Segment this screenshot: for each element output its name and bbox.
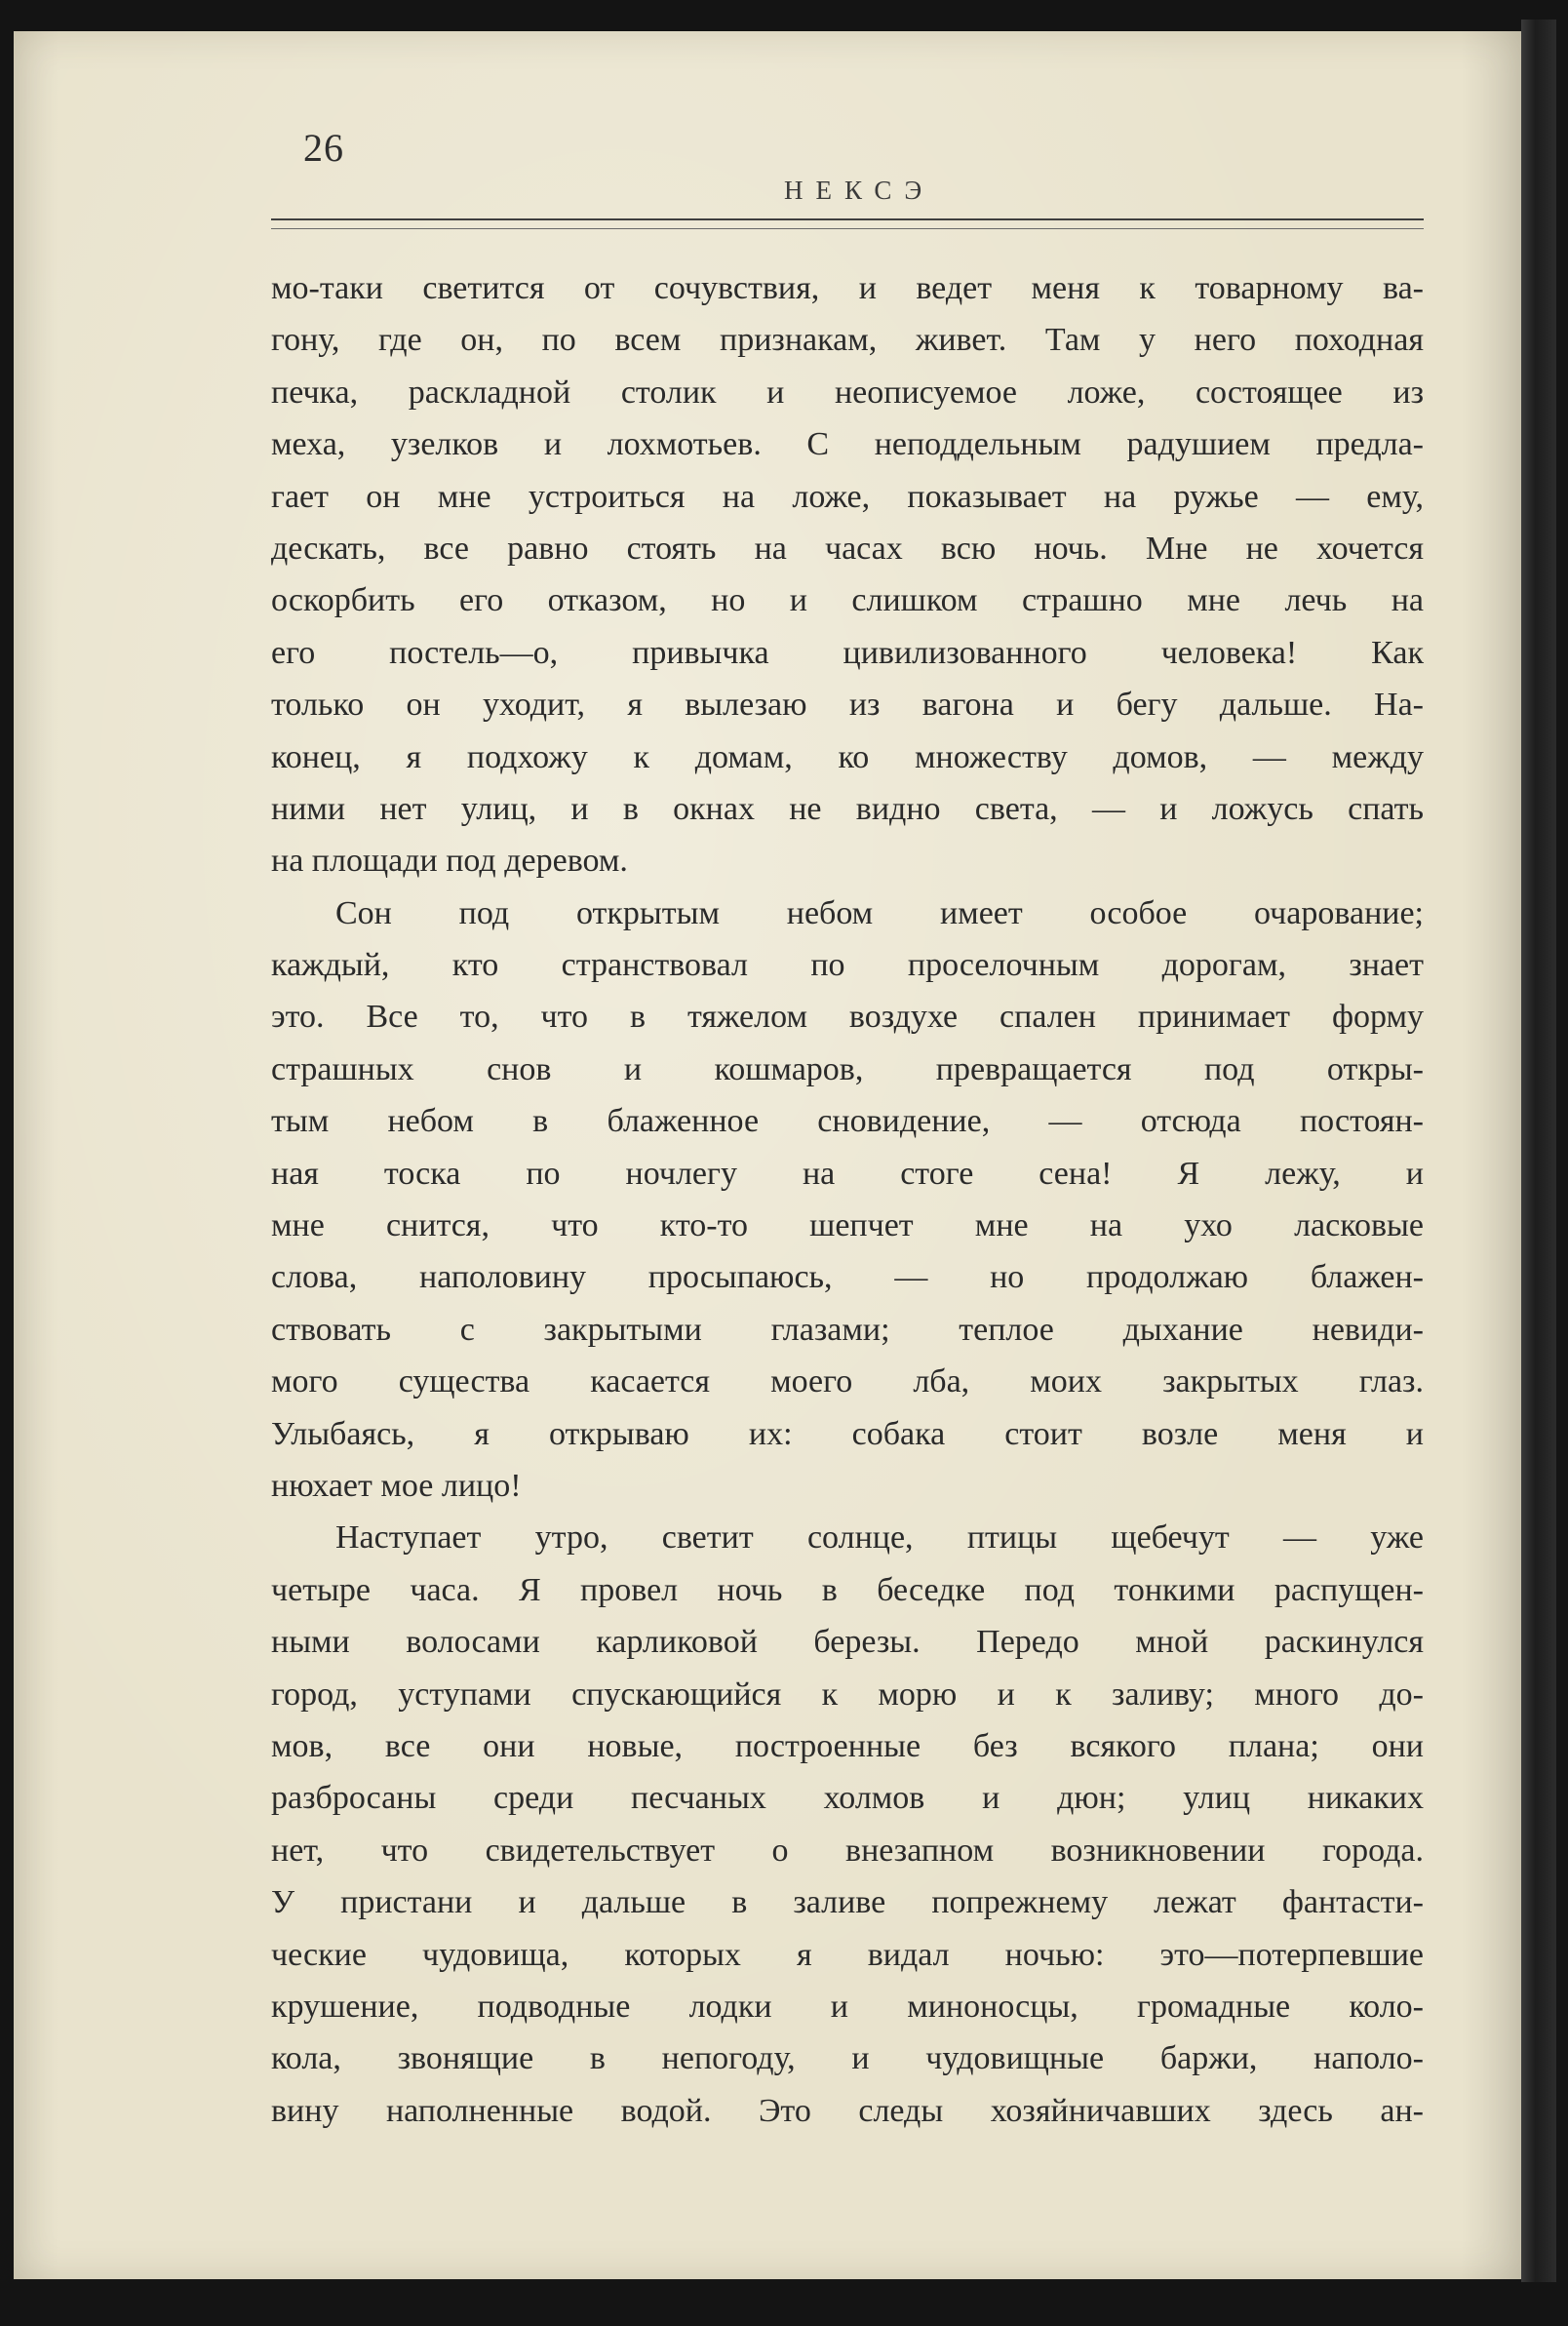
paragraph-start-line: Наступает утро, светит солнце, птицы щебечут — уже: [335, 1519, 1424, 1557]
text-line: четыре часа. Я провел ночь в беседке под тонкими распущен-: [271, 1571, 1424, 1608]
text-line: нюхает мое лицо!: [271, 1467, 522, 1504]
text-line: слова, наполовину просыпаюсь, — но продолжаю блажен-: [271, 1259, 1424, 1296]
text-line: ними нет улиц, и в окнах не видно света, — и ложусь спать: [271, 790, 1424, 827]
text-line: ная тоска по ночлегу на стоге сена! Я лежу, и: [271, 1155, 1424, 1192]
body-text: [271, 262, 1424, 2137]
text-line: его постель—о, привычка цивилизованного человека! Как: [271, 634, 1424, 671]
text-line: разбросаны среди песчаных холмов и дюн; улиц никаких: [271, 1780, 1424, 1817]
running-head: [14, 31, 1521, 226]
text-line: гону, где он, по всем признакам, живет. Там у него походная: [271, 322, 1424, 359]
text-line: меха, узелков и лохмотьев. С неподдельным радушием предла-: [271, 426, 1424, 463]
paragraph-start-line: Сон под открытым небом имеет особое очарование;: [335, 894, 1424, 931]
text-line: мо-таки светится от сочувствия, и ведет меня к товарному ва-: [271, 270, 1424, 306]
header-rule-thin: [271, 228, 1424, 229]
text-line: оскорбить его отказом, но и слишком страшно мне лечь на: [271, 582, 1424, 619]
text-line: ными волосами карликовой березы. Передо мной раскинулся: [271, 1624, 1424, 1661]
text-line: вину наполненные водой. Это следы хозяйничавших здесь ан-: [271, 2092, 1424, 2129]
text-line: мов, все они новые, построенные без всякого плана; они: [271, 1727, 1424, 1764]
text-line: нет, что свидетельствует о внезапном возникновении города.: [271, 1832, 1424, 1869]
text-line: ствовать с закрытыми глазами; теплое дыхание невиди-: [271, 1311, 1424, 1348]
header-rule: [271, 218, 1424, 220]
running-head-author: НЕКСЭ: [784, 176, 935, 205]
text-line: тым небом в блаженное сновидение, — отсюда постоян-: [271, 1103, 1424, 1140]
text-line: крушение, подводные лодки и миноносцы, громадные коло-: [271, 1988, 1424, 2025]
text-line: мого существа касается моего лба, моих закрытых глаз.: [271, 1363, 1424, 1400]
text-line: ческие чудовища, которых я видал ночью: это—потерпевшие: [271, 1936, 1424, 1973]
page-number: 26: [303, 126, 344, 170]
text-line: конец, я подхожу к домам, ко множеству домов, — между: [271, 738, 1424, 775]
text-line: только он уходит, я вылезаю из вагона и бегу дальше. На-: [271, 687, 1424, 724]
book-edge: [1521, 20, 1556, 2282]
text-line: на площади под деревом.: [271, 843, 628, 880]
text-line: У пристани и дальше в заливе попрежнему лежат фантасти-: [271, 1884, 1424, 1921]
text-line: страшных снов и кошмаров, превращается под откры-: [271, 1050, 1424, 1087]
text-line: мне снится, что кто-то шепчет мне на ухо ласковые: [271, 1207, 1424, 1244]
text-line: Улыбаясь, я открываю их: собака стоит возле меня и: [271, 1415, 1424, 1452]
text-line: каждый, кто странствовал по проселочным дорогам, знает: [271, 947, 1424, 984]
text-line: это. Все то, что в тяжелом воздухе спален принимает форму: [271, 999, 1424, 1036]
book-page: [14, 31, 1521, 2279]
text-line: гает он мне устроиться на ложе, показывает на ружье — ему,: [271, 478, 1424, 515]
text-line: город, уступами спускающийся к морю и к заливу; много до-: [271, 1676, 1424, 1713]
text-line: дескать, все равно стоять на часах всю ночь. Мне не хочется: [271, 530, 1424, 567]
text-line: кола, звонящие в непогоду, и чудовищные баржи, наполо-: [271, 2040, 1424, 2077]
text-line: печка, раскладной столик и неописуемое ложе, состоящее из: [271, 374, 1424, 411]
